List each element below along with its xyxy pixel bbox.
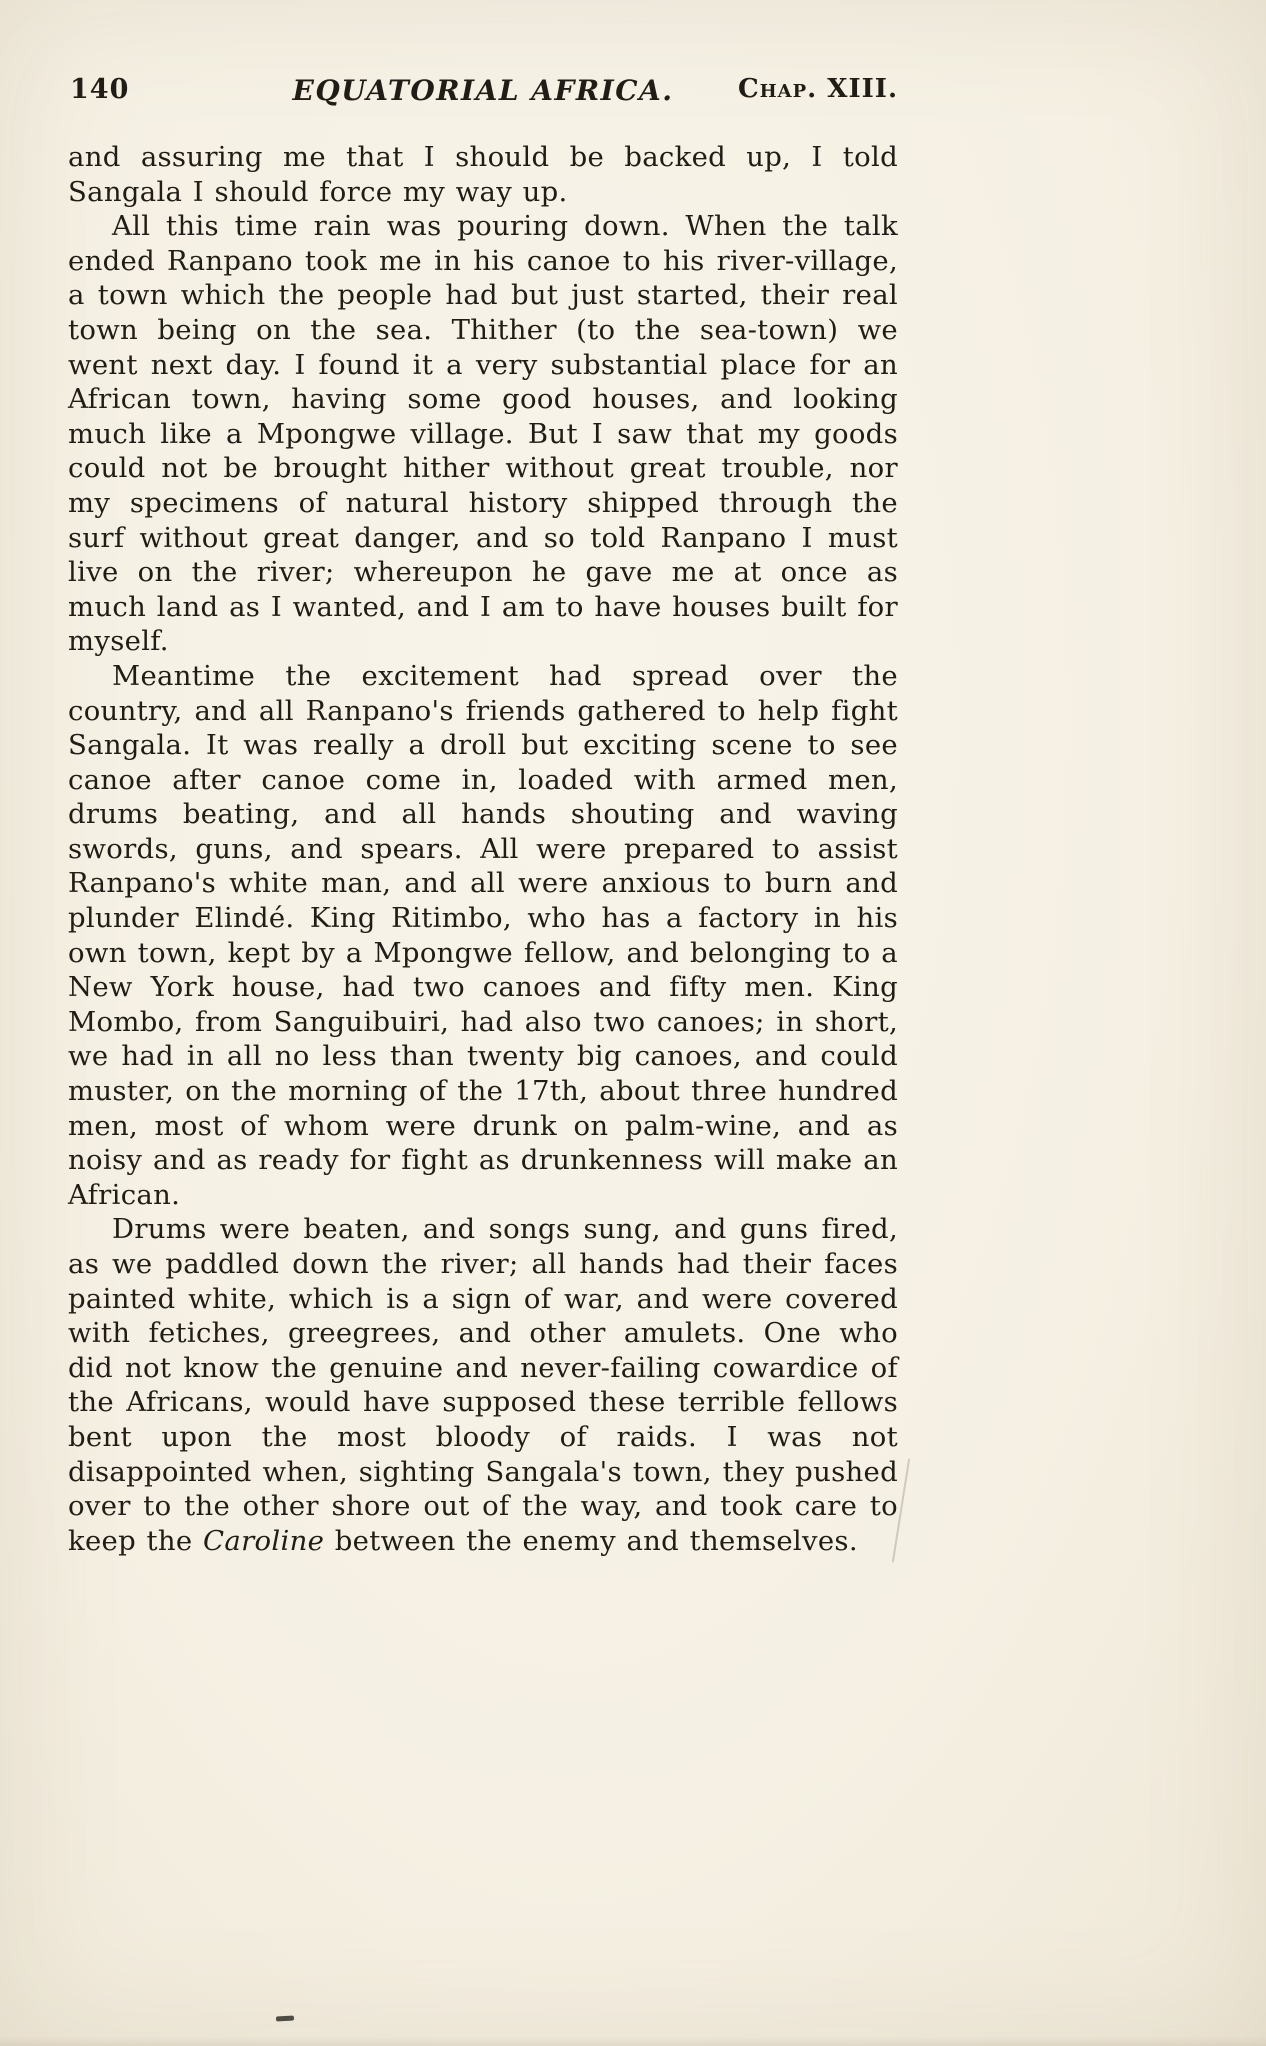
text-segment: between the enemy and themselves. — [324, 1524, 858, 1557]
text-segment: Drums were beaten, and songs sung, and guns fired, as we paddled down the river; all hands had their faces painted white, which is a sign of war, and were covered with fetiches, greegrees, and other amulets. One who did not know the genuine and never-failing cowardice of the Africans, would have supposed these terrible fellows bent upon the most bloody of raids. I was not disappointed when, sighting Sangala's town, they pushed over to the other shore out of the way, and took care to keep the — [68, 1213, 898, 1557]
text-segment: Meantime the excitement had spread over the country, and all Ranpano's friends gathered to help fight Sangala. It was really a droll but exciting scene to see canoe after canoe come in, loaded with armed men, drums beating, and all hands shouting and waving swords, guns, and spears. All were prepared to assist Ranpano's white man, and all were anxious to burn and plunder Elindé. King Ritimbo, who has a factory in his own town, kept by a Mpongwe fellow, and belonging to a New York house, had two canoes and fifty men. King Mombo, from Sanguibuiri, had also two canoes; in short, we had in all no less than twenty big canoes, and could muster, on the morning of the 17th, about three hundred men, most of whom were drunk on palm-wine, and as noisy and as ready for fight as drunkenness will make an African. — [68, 659, 898, 1211]
chapter-label: Chap. XIII. — [737, 74, 898, 104]
scan-artifact-ink-mark — [276, 2016, 294, 2022]
paragraph — [68, 659, 898, 1213]
body-text — [68, 140, 898, 1558]
paragraph — [68, 1212, 898, 1558]
paragraph — [68, 140, 898, 209]
text-column — [68, 74, 898, 1558]
running-title: EQUATORIAL AFRICA. — [292, 74, 674, 107]
scan-artifact-bottom-edge — [0, 2036, 1266, 2046]
page-header — [68, 74, 898, 114]
text-segment: All this time rain was pouring down. When the talk ended Ranpano took me in his canoe to his river-village, a town which the people had but just started, their real town being on the sea. Thither (to the sea-town) we went next day. I found it a very substantial place for an African town, having some good houses, and looking much like a Mpongwe village. But I saw that my goods could not be brought hither without great trouble, nor my specimens of natural history shipped through the surf without great danger, and so told Ranpano I must live on the river; whereupon he gave me at once as much land as I wanted, and I am to have houses built for myself. — [68, 210, 898, 658]
page-number: 140 — [70, 74, 130, 105]
italic-text: Caroline — [203, 1524, 325, 1557]
text-segment: and assuring me that I should be backed up, I told Sangala I should force my way up. — [68, 141, 898, 208]
paragraph — [68, 209, 898, 659]
